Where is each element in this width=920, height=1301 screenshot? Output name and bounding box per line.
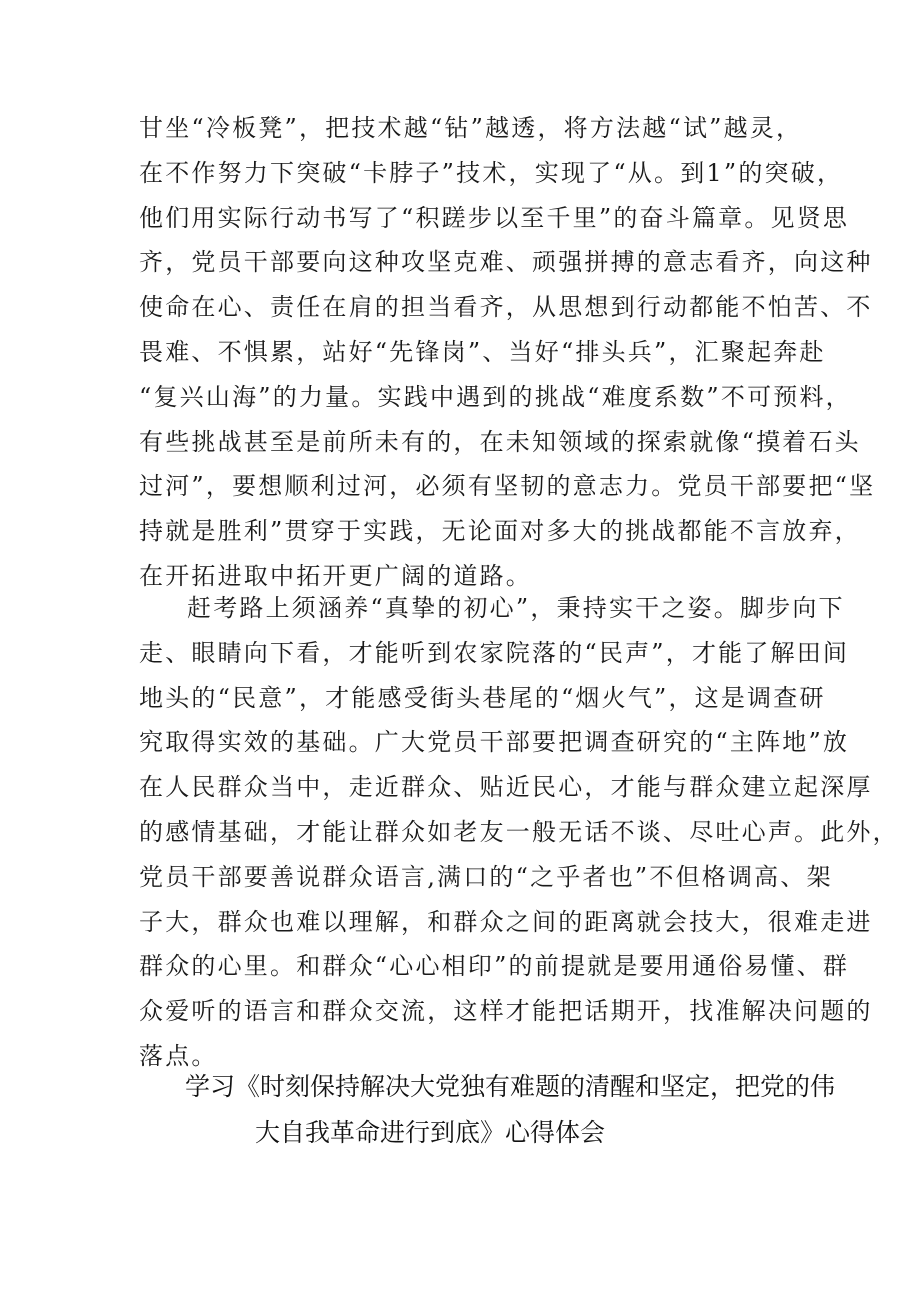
text-line: 持就是胜利”贯穿于实践，无论面对多大的挑战都能不言放弃，: [139, 517, 861, 546]
text-line: 畏难、不惧累，站好“先锋岗”、当好“排头兵”，汇聚起奔赴: [139, 337, 826, 366]
text-line: 赶考路上须涵养“真挚的初心”，秉持实干之姿。脚步向下: [187, 594, 845, 622]
text-line: “复兴山海”的力量。实践中遇到的挑战“难度系数”不可预料，: [139, 382, 852, 411]
text-line: 群众的心里。和群众“心心相印”的前提就是要用通俗易懂、群: [139, 952, 850, 981]
paragraph-1: [139, 106, 876, 599]
text-line: 众爱听的语言和群众交流，这样才能把话期开，找准解决问题的: [139, 997, 873, 1026]
text-line: 他们用实际行动书写了“积蹉步以至千里”的奋斗篇章。见贤思: [139, 203, 850, 232]
text-line: 使命在心、责任在肩的担当看齐，从思想到行动都能不怕苦、不: [139, 293, 873, 322]
heading-line-1: 学习《时刻保持解决大党独有难题的清醒和坚定，把党的伟: [185, 1072, 836, 1101]
text-line: 地头的“民意”，才能感受街头巷尾的“烟火气”，这是调查研: [139, 683, 826, 712]
text-line: 落点。: [139, 1041, 218, 1070]
text-line: 齐，党员干部要向这种攻坚克难、顽强拼搏的意志看齐，向这种: [139, 248, 873, 277]
text-line: 走、眼睛向下看，才能听到农家院落的“民声”，才能了解田间: [139, 638, 850, 667]
text-line: 子大，群众也难以理解，和群众之间的距离就会技大，很难走进: [139, 907, 873, 936]
text-line: 在不作努力下突破“卡脖子”技术，实现了“从。到1”的突破，: [139, 158, 844, 187]
text-line: 在开拓进取中拓开更广阔的道路。: [139, 561, 532, 590]
text-line: 过河”，要想顺利过河，必须有坚韧的意志力。党员干部要把“坚: [139, 472, 876, 501]
article-heading: [0, 1064, 920, 1156]
text-line: 究取得实效的基础。广大党员干部要把调查研究的“主阵地”放: [139, 728, 850, 757]
text-line: 在人民群众当中，走近群众、贴近民心，才能与群众建立起深厚: [139, 773, 873, 802]
text-line: 的感情基础，才能让群众如老友一般无话不谈、尽吐心声。此外，: [139, 817, 899, 846]
text-line: 党员干部要善说群众语言,满口的“之乎者也”不但格调高、架: [139, 862, 833, 891]
text-line: 有些挑战甚至是前所未有的，在未知领域的探索就像“摸着石头: [139, 427, 861, 456]
paragraph-2: [139, 586, 899, 1079]
heading-line-2: 大自我革命进行到底》心得体会: [255, 1118, 606, 1147]
text-line: 甘坐“冷板凳”，把技术越“钻”越透，将方法越“试”越灵，: [139, 114, 803, 142]
